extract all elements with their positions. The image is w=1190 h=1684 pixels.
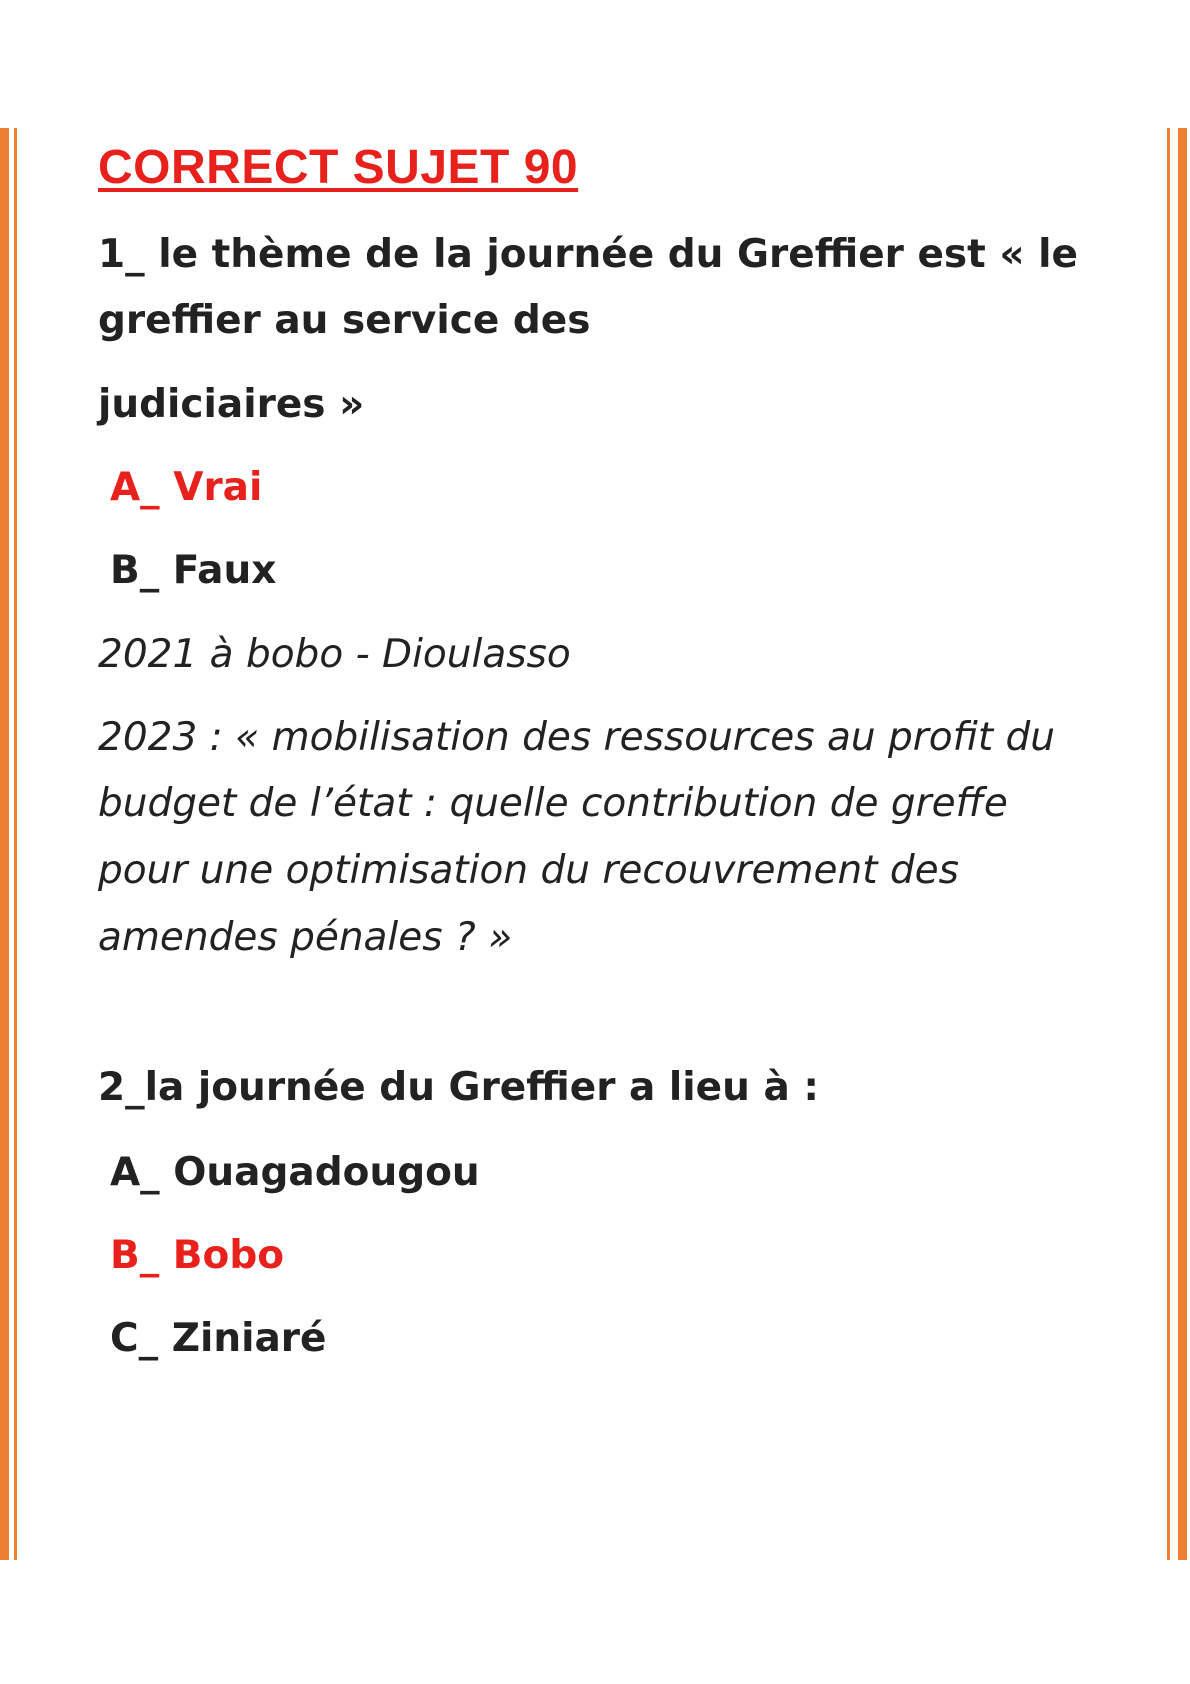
question-1-option-b: B_ Faux (110, 548, 277, 593)
question-1-note-3: budget de l’état : quelle contribution de greffe (98, 781, 1008, 826)
question-1-note-4: pour une optimisation du recouvrement des (98, 848, 959, 893)
question-1-line-1: 1_ le thème de la journée du Greffier est « le (98, 232, 1078, 277)
page-border-left (0, 128, 26, 1560)
page-border-right (1164, 128, 1190, 1560)
question-2-option-a: A_ Ouagadougou (110, 1150, 480, 1195)
question-1-note-5: amendes pénales ? » (98, 915, 513, 960)
question-1-option-a: A_ Vrai (110, 465, 263, 510)
question-1-note-1: 2021 à bobo - Dioulasso (98, 632, 571, 677)
question-1-line-2: greffier au service des (98, 298, 591, 343)
question-2-option-c: C_ Ziniaré (110, 1316, 327, 1361)
page-title: CORRECT SUJET 90 (98, 141, 579, 194)
question-1-line-3: judiciaires » (98, 382, 365, 427)
question-1-note-2: 2023 : « mobilisation des ressources au profit du (98, 715, 1056, 760)
question-2-line-1: 2_la journée du Greffier a lieu à : (98, 1065, 819, 1110)
question-2-option-b: B_ Bobo (110, 1233, 285, 1278)
